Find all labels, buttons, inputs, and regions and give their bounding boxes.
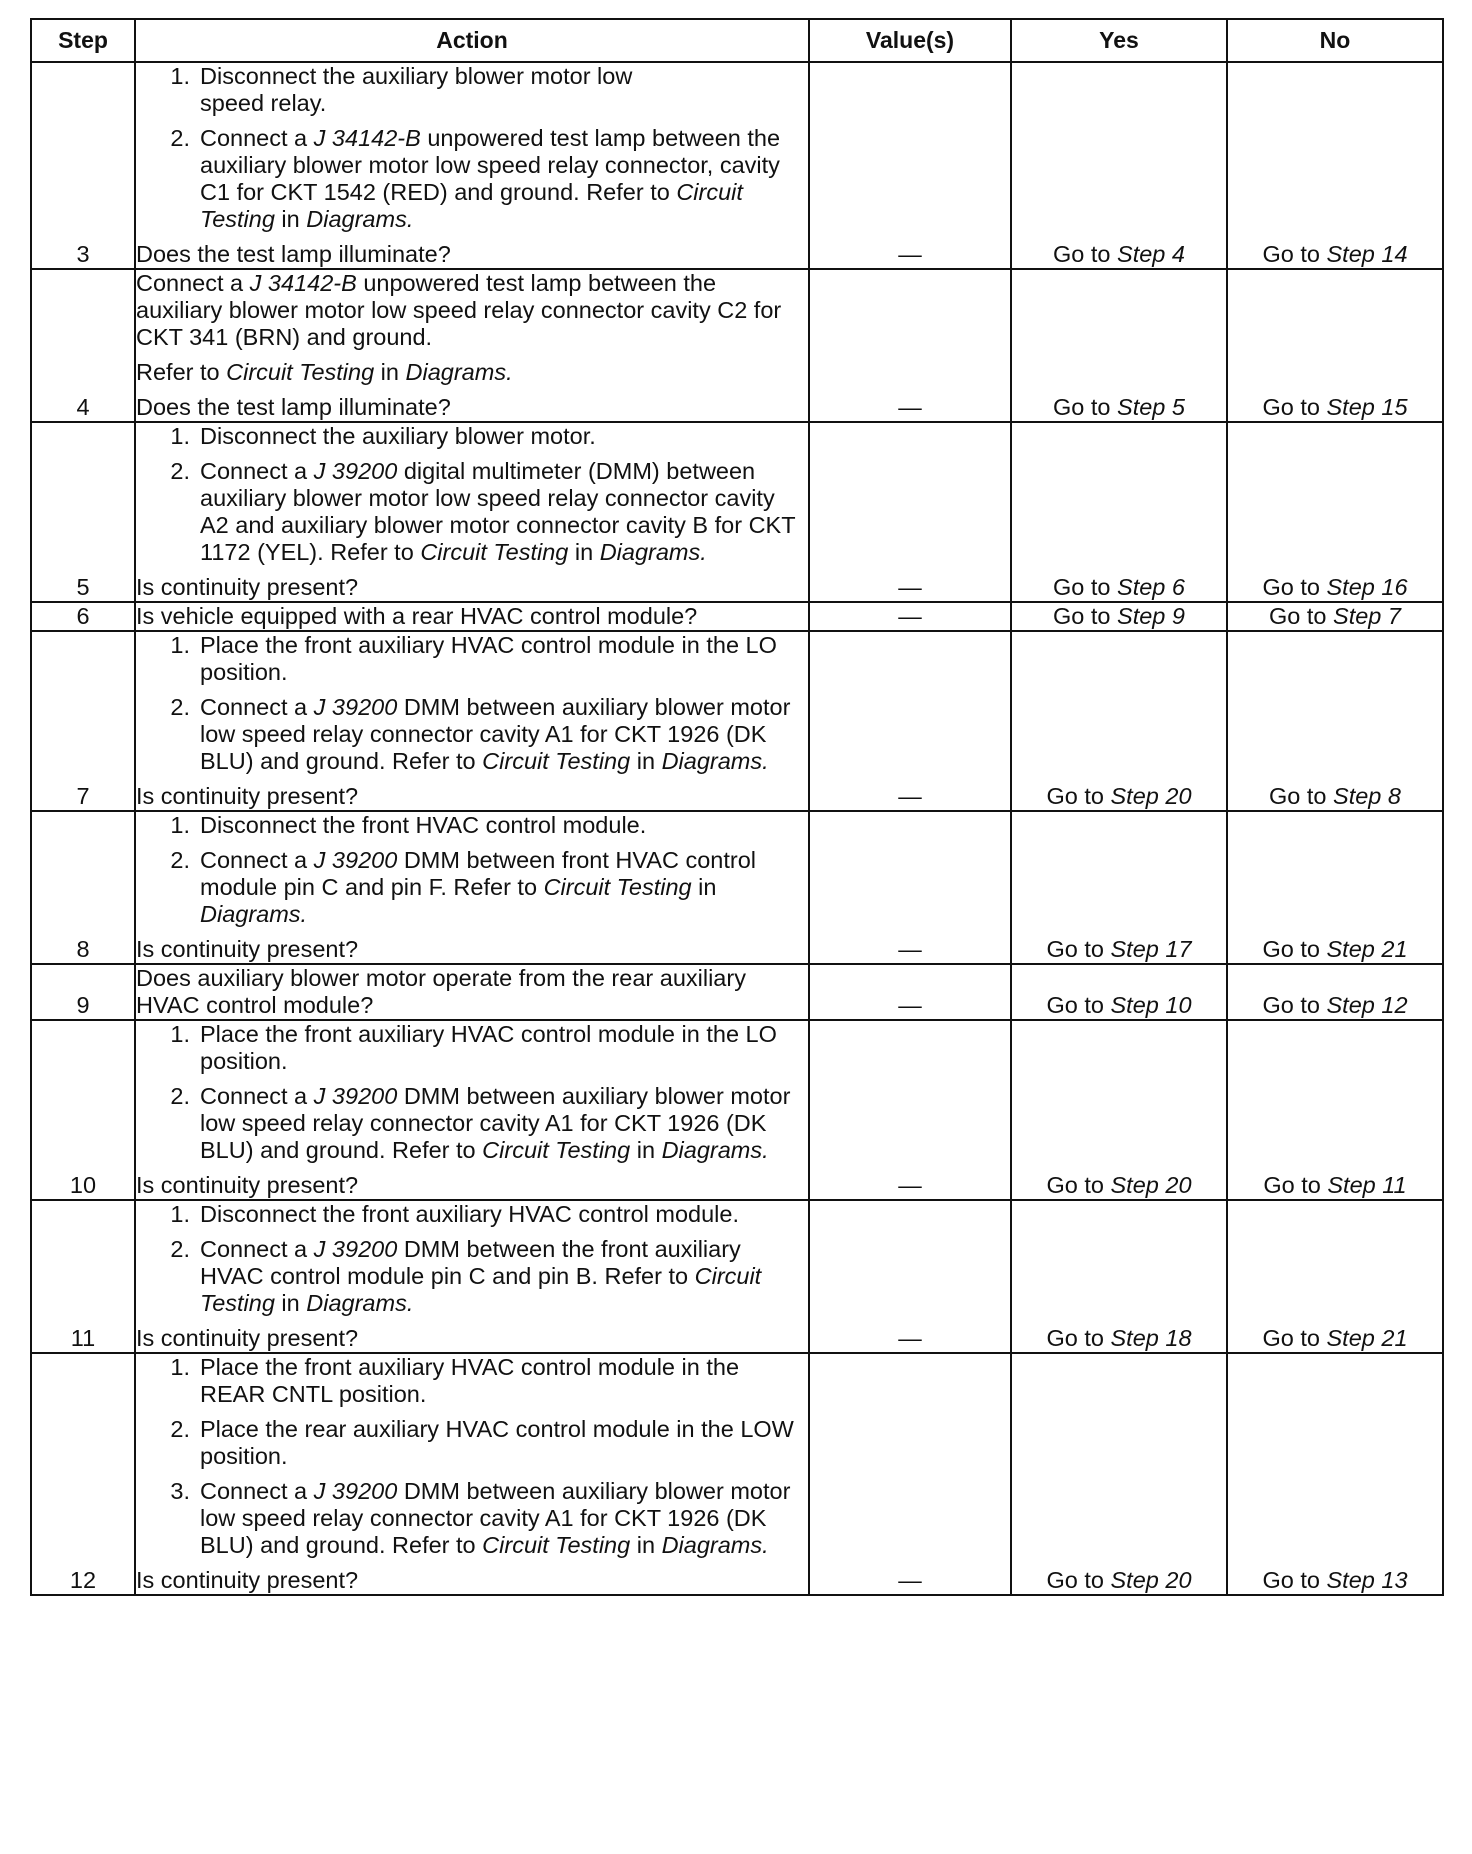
goto-prefix: Go to	[1262, 574, 1327, 600]
yes-cell	[1011, 269, 1227, 422]
action-list-item	[136, 847, 808, 928]
goto-step: Step 18	[1110, 1325, 1192, 1351]
list-item-number: 2.	[170, 694, 190, 720]
action-list-item	[136, 1354, 808, 1408]
list-item-text: Place the front auxiliary HVAC control module in the LO position.	[200, 632, 777, 685]
yes-cell	[1011, 811, 1227, 964]
table-row	[31, 422, 1443, 602]
goto-prefix: Go to	[1262, 992, 1327, 1018]
list-item-text: Disconnect the auxiliary blower motor low speed relay.	[200, 63, 633, 116]
action-cell	[135, 811, 809, 964]
step-number: 8	[31, 811, 135, 964]
no-cell	[1227, 1020, 1443, 1200]
action-question: Does the test lamp illuminate?	[136, 394, 451, 420]
goto-prefix: Go to	[1262, 241, 1327, 267]
list-item-number: 1.	[170, 63, 190, 89]
goto-prefix: Go to	[1262, 936, 1327, 962]
list-item-number: 1.	[170, 1201, 190, 1227]
goto-step: Step 6	[1117, 574, 1185, 600]
list-item-text: Connect a J 34142-B unpowered test lamp between the auxiliary blower motor low speed relay connector, cavity C1 for CKT 1542 (RED) and ground. Refer to Circuit Testing in Diagrams.	[200, 125, 781, 232]
goto-prefix: Go to	[1053, 394, 1118, 420]
action-list-item	[136, 632, 808, 686]
goto-step: Step 13	[1326, 1567, 1408, 1593]
header-action: Action	[135, 19, 809, 62]
action-question: Is continuity present?	[136, 936, 359, 962]
yes-cell	[1011, 964, 1227, 1020]
yes-cell	[1011, 1353, 1227, 1595]
list-item-number: 1.	[170, 423, 190, 449]
table-row	[31, 811, 1443, 964]
no-cell	[1227, 631, 1443, 811]
no-cell	[1227, 964, 1443, 1020]
list-item-number: 2.	[170, 1416, 190, 1442]
value-cell: —	[809, 269, 1011, 422]
goto-prefix: Go to	[1046, 1325, 1111, 1351]
table-row	[31, 1020, 1443, 1200]
goto-step: Step 14	[1326, 241, 1408, 267]
action-paragraph: Refer to Circuit Testing in Diagrams.	[136, 359, 513, 385]
goto-prefix: Go to	[1263, 1172, 1328, 1198]
no-cell	[1227, 269, 1443, 422]
list-item-text: Connect a J 39200 digital multimeter (DMM) between auxiliary blower motor low speed relay connector cavity A2 and auxiliary blower motor connector cavity B for CKT 1172 (YEL). Refer to Circuit Testing in Diagrams.	[200, 458, 796, 565]
list-item-text: Disconnect the front auxiliary HVAC control module.	[200, 1201, 739, 1227]
action-list-item	[136, 125, 808, 233]
value-cell: —	[809, 62, 1011, 269]
list-item-number: 2.	[170, 1083, 190, 1109]
action-question: Is continuity present?	[136, 1172, 359, 1198]
header-row	[31, 19, 1443, 62]
action-question: Is continuity present?	[136, 1567, 359, 1593]
step-number: 11	[31, 1200, 135, 1353]
table-body	[31, 62, 1443, 1595]
goto-prefix: Go to	[1053, 603, 1118, 629]
no-cell	[1227, 1200, 1443, 1353]
list-item-number: 3.	[170, 1478, 190, 1504]
list-item-text: Connect a J 39200 DMM between auxiliary blower motor low speed relay connector cavity A1 for CKT 1926 (DK BLU) and ground. Refer to Circuit Testing in Diagrams.	[200, 1083, 791, 1163]
goto-step: Step 4	[1117, 241, 1185, 267]
step-number: 4	[31, 269, 135, 422]
value-cell: —	[809, 1353, 1011, 1595]
action-list-item	[136, 458, 808, 566]
action-question: Is continuity present?	[136, 1325, 359, 1351]
list-item-text: Disconnect the auxiliary blower motor.	[200, 423, 596, 449]
header-step: Step	[31, 19, 135, 62]
goto-prefix: Go to	[1053, 574, 1118, 600]
yes-cell	[1011, 422, 1227, 602]
goto-step: Step 10	[1110, 992, 1192, 1018]
goto-step: Step 20	[1110, 1172, 1192, 1198]
goto-step: Step 20	[1110, 783, 1192, 809]
action-question: Is continuity present?	[136, 574, 359, 600]
goto-prefix: Go to	[1046, 783, 1111, 809]
action-cell	[135, 1353, 809, 1595]
step-number: 3	[31, 62, 135, 269]
header-values: Value(s)	[809, 19, 1011, 62]
goto-step: Step 12	[1326, 992, 1408, 1018]
no-cell	[1227, 1353, 1443, 1595]
list-item-text: Connect a J 39200 DMM between auxiliary blower motor low speed relay connector cavity A1 for CKT 1926 (DK BLU) and ground. Refer to Circuit Testing in Diagrams.	[200, 1478, 791, 1558]
step-number: 7	[31, 631, 135, 811]
yes-cell	[1011, 62, 1227, 269]
goto-step: Step 11	[1327, 1172, 1407, 1198]
no-cell	[1227, 422, 1443, 602]
list-item-number: 2.	[170, 847, 190, 873]
action-cell	[135, 1200, 809, 1353]
action-list-item	[136, 1478, 808, 1559]
goto-step: Step 15	[1326, 394, 1408, 420]
goto-step: Step 8	[1333, 783, 1401, 809]
table-row	[31, 631, 1443, 811]
action-paragraph: Connect a J 34142-B unpowered test lamp between the auxiliary blower motor low speed relay connector cavity C2 for CKT 341 (BRN) and ground.	[136, 270, 782, 350]
action-question: Does the test lamp illuminate?	[136, 241, 451, 267]
action-cell	[135, 269, 809, 422]
goto-prefix: Go to	[1262, 1567, 1327, 1593]
table-row	[31, 964, 1443, 1020]
goto-step: Step 5	[1117, 394, 1185, 420]
action-cell	[135, 631, 809, 811]
goto-prefix: Go to	[1046, 1567, 1111, 1593]
action-list-item	[136, 1236, 808, 1317]
goto-step: Step 9	[1117, 603, 1185, 629]
diagnostic-table	[30, 18, 1444, 1596]
value-cell: —	[809, 422, 1011, 602]
action-cell	[135, 1020, 809, 1200]
action-cell	[135, 602, 809, 631]
step-number: 10	[31, 1020, 135, 1200]
goto-step: Step 17	[1110, 936, 1192, 962]
table-row	[31, 1353, 1443, 1595]
action-list-item	[136, 1201, 808, 1228]
table-row	[31, 62, 1443, 269]
list-item-number: 2.	[170, 458, 190, 484]
step-number: 5	[31, 422, 135, 602]
list-item-number: 1.	[170, 632, 190, 658]
action-list-item	[136, 63, 808, 117]
action-list-item	[136, 694, 808, 775]
action-list-item	[136, 812, 808, 839]
list-item-number: 2.	[170, 1236, 190, 1262]
no-cell	[1227, 811, 1443, 964]
goto-prefix: Go to	[1262, 1325, 1327, 1351]
action-cell	[135, 62, 809, 269]
action-question: Is vehicle equipped with a rear HVAC control module?	[136, 603, 698, 629]
goto-step: Step 16	[1326, 574, 1408, 600]
list-item-text: Place the rear auxiliary HVAC control module in the LOW position.	[200, 1416, 794, 1469]
table-row	[31, 1200, 1443, 1353]
goto-step: Step 7	[1333, 603, 1401, 629]
header-yes: Yes	[1011, 19, 1227, 62]
action-question: Does auxiliary blower motor operate from the rear auxiliary HVAC control module?	[136, 965, 746, 1018]
action-question: Is continuity present?	[136, 783, 359, 809]
value-cell: —	[809, 631, 1011, 811]
value-cell: —	[809, 1200, 1011, 1353]
value-cell: —	[809, 811, 1011, 964]
goto-prefix: Go to	[1046, 992, 1111, 1018]
yes-cell	[1011, 631, 1227, 811]
step-number: 9	[31, 964, 135, 1020]
action-cell	[135, 964, 809, 1020]
goto-prefix: Go to	[1269, 603, 1334, 629]
table-header	[31, 19, 1443, 62]
goto-prefix: Go to	[1053, 241, 1118, 267]
value-cell: —	[809, 1020, 1011, 1200]
goto-step: Step 21	[1326, 1325, 1408, 1351]
list-item-text: Place the front auxiliary HVAC control module in the LO position.	[200, 1021, 777, 1074]
step-number: 12	[31, 1353, 135, 1595]
value-cell: —	[809, 602, 1011, 631]
action-cell	[135, 422, 809, 602]
no-cell	[1227, 62, 1443, 269]
list-item-text: Connect a J 39200 DMM between front HVAC control module pin C and pin F. Refer to Circuit Testing in Diagrams.	[200, 847, 757, 927]
list-item-text: Disconnect the front HVAC control module.	[200, 812, 647, 838]
goto-prefix: Go to	[1262, 394, 1327, 420]
header-no: No	[1227, 19, 1443, 62]
table-row	[31, 269, 1443, 422]
goto-step: Step 20	[1110, 1567, 1192, 1593]
list-item-number: 1.	[170, 812, 190, 838]
goto-prefix: Go to	[1269, 783, 1334, 809]
goto-prefix: Go to	[1046, 936, 1111, 962]
list-item-number: 1.	[170, 1021, 190, 1047]
action-list-item	[136, 1021, 808, 1075]
list-item-number: 2.	[170, 125, 190, 151]
yes-cell	[1011, 1200, 1227, 1353]
action-list-item	[136, 423, 808, 450]
yes-cell	[1011, 1020, 1227, 1200]
no-cell	[1227, 602, 1443, 631]
table-row	[31, 602, 1443, 631]
action-list-item	[136, 1416, 808, 1470]
list-item-number: 1.	[170, 1354, 190, 1380]
list-item-text: Connect a J 39200 DMM between the front auxiliary HVAC control module pin C and pin B. Refer to Circuit Testing in Diagrams.	[200, 1236, 762, 1316]
goto-step: Step 21	[1326, 936, 1408, 962]
step-number: 6	[31, 602, 135, 631]
goto-prefix: Go to	[1046, 1172, 1111, 1198]
yes-cell	[1011, 602, 1227, 631]
list-item-text: Place the front auxiliary HVAC control module in the REAR CNTL position.	[200, 1354, 740, 1407]
list-item-text: Connect a J 39200 DMM between auxiliary blower motor low speed relay connector cavity A1 for CKT 1926 (DK BLU) and ground. Refer to Circuit Testing in Diagrams.	[200, 694, 791, 774]
value-cell: —	[809, 964, 1011, 1020]
action-list-item	[136, 1083, 808, 1164]
